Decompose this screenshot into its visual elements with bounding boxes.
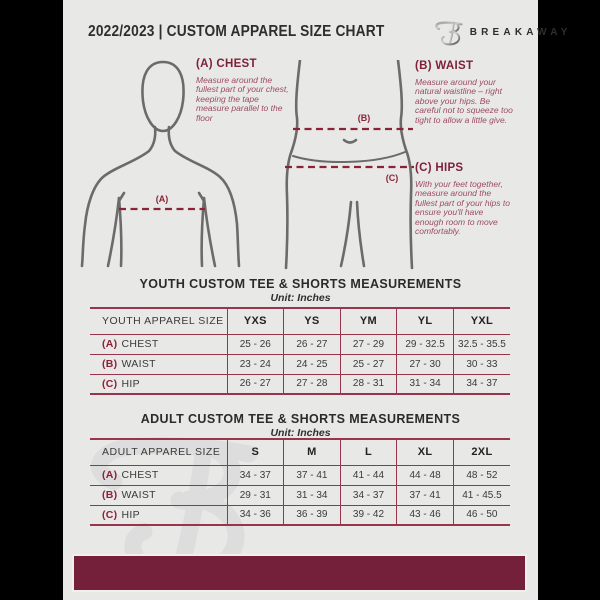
youth-table-unit: Unit: Inches (270, 292, 331, 304)
brand-lockup (433, 17, 572, 48)
table-cell: 32.5 - 35.5 (453, 334, 510, 354)
table-cell: 29 - 31 (227, 485, 284, 505)
adult-table-header-row (90, 439, 510, 465)
bottom-accent-bar (72, 554, 527, 592)
figure-right-inner-arm (204, 198, 215, 266)
youth-col-yxl: YXL (453, 308, 510, 334)
table-cell: 46 - 50 (453, 505, 510, 525)
youth-col-yl: YL (397, 308, 454, 334)
figure-navel (344, 140, 356, 143)
hips-line-label: (C) (385, 173, 399, 183)
waist-instruction (415, 60, 515, 125)
table-cell: 31 - 34 (284, 485, 341, 505)
figure-left-inner-arm (108, 198, 119, 266)
row-key: (A) (102, 338, 118, 350)
table-cell: 41 - 45.5 (453, 485, 510, 505)
chest-instruction-body: Measure around the fullest part of your chest, keeping the tape measure parallel to the floor (196, 75, 289, 123)
row-name: HIP (121, 508, 140, 521)
youth-waist-row-label (90, 354, 227, 374)
figure-left-shoulder-arm (82, 127, 155, 266)
row-name: CHEST (121, 338, 159, 350)
adult-col-xl: XL (397, 439, 454, 465)
adult-col-2xl: 2XL (453, 439, 510, 465)
figure-right-inner-leg (357, 202, 364, 266)
adult-waist-row (90, 485, 510, 505)
adult-col-m: M (284, 439, 341, 465)
chest-instruction-heading: (A) CHEST (196, 58, 257, 70)
table-cell: 43 - 46 (397, 505, 454, 525)
youth-col-ys: YS (284, 308, 341, 334)
page-title: 2022/2023 | CUSTOM APPAREL SIZE CHART (88, 23, 385, 40)
table-cell: 36 - 39 (284, 505, 341, 525)
row-name: HIP (121, 377, 140, 390)
chest-line-label: (A) (155, 194, 169, 204)
row-key: (B) (102, 358, 118, 370)
logo-stem (449, 22, 453, 43)
brand-name: BREAKAWAY (469, 26, 572, 38)
document-content (63, 0, 572, 600)
header (88, 18, 572, 46)
waist-line-label: (B) (357, 113, 371, 123)
right-black-margin (538, 0, 600, 600)
table-cell: 24 - 25 (284, 354, 341, 374)
table-cell: 26 - 27 (227, 374, 284, 394)
hips-instruction (415, 162, 513, 236)
table-cell: 34 - 36 (227, 505, 284, 525)
adult-size-table (90, 438, 510, 526)
row-key: (C) (102, 377, 118, 390)
hips-instruction-heading: (C) HIPS (415, 162, 464, 174)
youth-hip-row-label (90, 374, 227, 394)
table-cell: 41 - 44 (340, 465, 397, 485)
youth-table-header-row (90, 308, 510, 334)
row-key: (A) (102, 469, 118, 481)
youth-chest-row (90, 334, 510, 354)
adult-hip-row (90, 505, 510, 525)
figure-hip-crease (293, 152, 405, 162)
adult-hip-row-label (90, 505, 227, 525)
adult-waist-row-label (90, 485, 227, 505)
adult-col-l: L (340, 439, 397, 465)
adult-col-s: S (227, 439, 284, 465)
row-name: WAIST (121, 489, 156, 501)
figure-left-inner-leg (341, 202, 351, 266)
table-cell: 44 - 48 (397, 465, 454, 485)
youth-col-ym: YM (340, 308, 397, 334)
youth-size-label-header: YOUTH APPAREL SIZE (90, 308, 227, 334)
youth-hip-row (90, 374, 510, 394)
youth-chest-row-label (90, 334, 227, 354)
youth-col-yxs: YXS (227, 308, 284, 334)
table-cell: 23 - 24 (227, 354, 284, 374)
row-name: CHEST (121, 469, 159, 481)
lower-body-figure (280, 60, 416, 270)
row-key: (C) (102, 508, 118, 521)
figure-right-hip-outline (398, 60, 412, 268)
row-name: WAIST (121, 358, 156, 370)
table-cell: 48 - 52 (453, 465, 510, 485)
adult-chest-row (90, 465, 510, 485)
table-cell: 37 - 41 (284, 465, 341, 485)
adult-size-label-header: ADULT APPAREL SIZE (90, 439, 227, 465)
table-cell: 39 - 42 (340, 505, 397, 525)
table-cell: 30 - 33 (453, 354, 510, 374)
table-cell: 27 - 29 (340, 334, 397, 354)
table-cell: 26 - 27 (284, 334, 341, 354)
table-cell: 31 - 34 (397, 374, 454, 394)
adult-table-title: ADULT CUSTOM TEE & SHORTS MEASUREMENTS (140, 412, 461, 426)
table-cell: 34 - 37 (340, 485, 397, 505)
adult-table-unit: Unit: Inches (270, 427, 331, 439)
figure-right-shoulder-arm (169, 127, 239, 266)
table-cell: 34 - 37 (453, 374, 510, 394)
breakaway-b-logo-icon (433, 17, 463, 48)
youth-size-table (90, 307, 510, 395)
table-cell: 28 - 31 (340, 374, 397, 394)
table-cell: 27 - 28 (284, 374, 341, 394)
waist-instruction-heading: (B) WAIST (415, 60, 474, 72)
table-cell: 29 - 32.5 (397, 334, 454, 354)
hips-instruction-body: With your feet together, measure around the fullest part of your hips to ensure you'll have enough room to move comfortably. (415, 179, 510, 237)
row-key: (B) (102, 489, 118, 501)
youth-table-title: YOUTH CUSTOM TEE & SHORTS MEASUREMENTS (139, 277, 462, 291)
table-cell: 25 - 27 (340, 354, 397, 374)
adult-chest-row-label (90, 465, 227, 485)
youth-waist-row (90, 354, 510, 374)
figure-head (142, 62, 183, 131)
left-black-margin (0, 0, 63, 600)
table-cell: 25 - 26 (227, 334, 284, 354)
chest-instruction (196, 58, 292, 123)
table-cell: 34 - 37 (227, 465, 284, 485)
waist-instruction-body: Measure around your natural waistline – right above your hips. Be careful not to squeeze too tight to allow a little give. (415, 77, 513, 125)
table-cell: 27 - 30 (397, 354, 454, 374)
table-cell: 37 - 41 (397, 485, 454, 505)
